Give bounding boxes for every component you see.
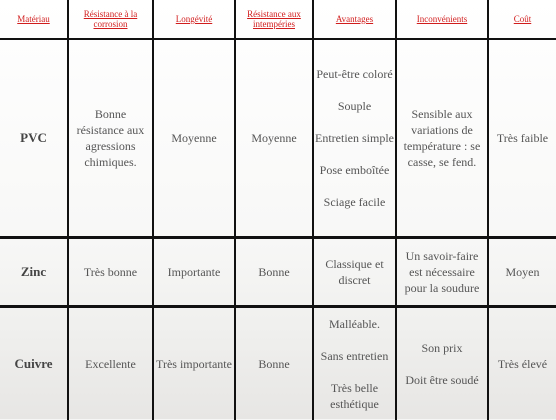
header-cout[interactable]: Coût	[488, 0, 556, 39]
cell-materiau: Zinc	[0, 238, 68, 307]
inconvenient-item: Doit être soudé	[398, 372, 486, 388]
table-row-pvc	[0, 39, 556, 238]
cell-inconvenients	[396, 307, 488, 420]
avantage-item: Souple	[315, 98, 394, 114]
cell-inconvenients: Sensible aux variations de température : se casse, se fend.	[396, 39, 488, 238]
avantage-item: Malléable.	[315, 316, 394, 332]
avantage-item: Peut-être coloré	[315, 66, 394, 82]
avantage-item: Pose emboîtée	[315, 162, 394, 178]
cell-resistance-corrosion: Bonne résistance aux agressions chimiques.	[68, 39, 153, 238]
cell-cout: Moyen	[488, 238, 556, 307]
table-row-zinc	[0, 238, 556, 307]
cell-longevite: Très importante	[153, 307, 235, 420]
cell-resistance-corrosion: Excellente	[68, 307, 153, 420]
cell-longevite: Moyenne	[153, 39, 235, 238]
header-longevite[interactable]: Longévité	[153, 0, 235, 39]
cell-cout: Très faible	[488, 39, 556, 238]
avantage-item: Sans entretien	[315, 348, 394, 364]
cell-avantages: Classique et discret	[313, 238, 396, 307]
cell-materiau: PVC	[0, 39, 68, 238]
cell-avantages	[313, 307, 396, 420]
avantage-item: Entretien simple	[315, 130, 394, 146]
cell-longevite: Importante	[153, 238, 235, 307]
header-resistance-intemperies[interactable]: Résistance aux intempéries	[235, 0, 313, 39]
avantage-item: Très belle esthétique	[315, 380, 394, 412]
avantage-item: Sciage facile	[315, 194, 394, 210]
cell-resistance-intemperies: Bonne	[235, 307, 313, 420]
header-inconvenients[interactable]: Inconvénients	[396, 0, 488, 39]
cell-avantages	[313, 39, 396, 238]
header-resistance-corrosion[interactable]: Résistance à la corrosion	[68, 0, 153, 39]
cell-resistance-corrosion: Très bonne	[68, 238, 153, 307]
cell-resistance-intemperies: Bonne	[235, 238, 313, 307]
cell-resistance-intemperies: Moyenne	[235, 39, 313, 238]
inconvenient-item: Son prix	[398, 340, 486, 356]
cell-cout: Très élevé	[488, 307, 556, 420]
header-avantages[interactable]: Avantages	[313, 0, 396, 39]
table-row-cuivre	[0, 307, 556, 420]
cell-materiau: Cuivre	[0, 307, 68, 420]
header-row	[0, 0, 556, 39]
cell-inconvenients: Un savoir-faire est nécessaire pour la soudure	[396, 238, 488, 307]
header-materiau[interactable]: Matériau	[0, 0, 68, 39]
